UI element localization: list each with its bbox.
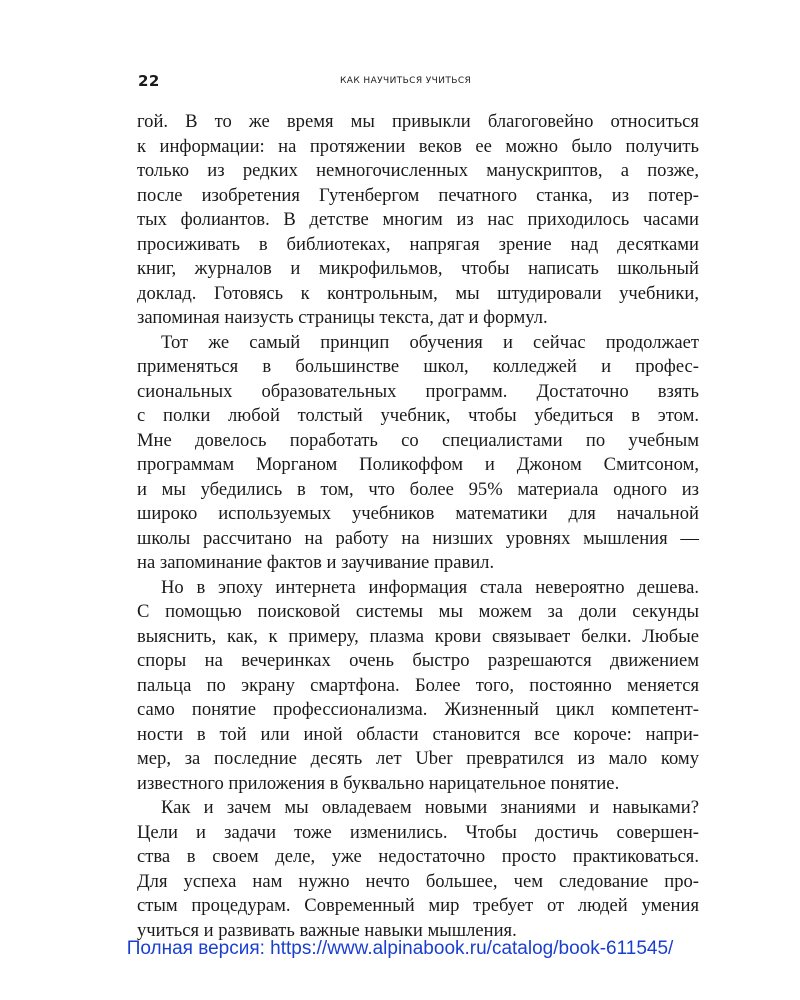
text-line: Мне довелось поработать со специалистами по учебным: [137, 429, 699, 451]
text-line: сиональных образовательных программ. Достаточно взять: [137, 380, 699, 402]
text-line: Цели и задачи тоже изменились. Чтобы достичь совершен-: [137, 821, 699, 843]
paragraph-4: [137, 796, 699, 943]
text-line: после изобретения Гутенбергом печатного станка, из потер-: [137, 184, 699, 206]
text-line: споры на вечеринках очень быстро разрешаются движением: [137, 650, 699, 671]
text-line: программам Морганом Поликоффом и Джоном Смитсоном,: [137, 454, 699, 475]
paragraph-1: [137, 110, 699, 331]
paragraph-2: [137, 331, 699, 576]
text-line: Тот же самый принцип обучения и сейчас продолжает: [161, 331, 699, 353]
page-number: 22: [138, 72, 160, 90]
text-line: и мы убедились в том, что более 95% материала одного из: [137, 478, 699, 500]
text-line: на запоминание фактов и заучивание правил.: [137, 552, 495, 573]
text-line: широко используемых учебников математики для начальной: [137, 503, 699, 524]
text-line: только из редких немногочисленных манускриптов, а позже,: [137, 160, 699, 181]
text-line: запоминая наизусть страницы текста, дат и формул.: [137, 307, 548, 328]
text-line: Как и зачем мы овладеваем новыми знаниями и навыками?: [161, 797, 699, 818]
text-line: гой. В то же время мы привыкли благоговейно относиться: [137, 111, 699, 132]
text-line: пальца по экрану смартфона. Более того, постоянно меняется: [137, 674, 699, 696]
text-line: С помощью поисковой системы мы можем за доли секунды: [137, 601, 699, 622]
body-text: [137, 110, 699, 943]
text-line: ности в той или иной области становится все короче: напри-: [137, 723, 699, 745]
text-line: известного приложения в буквально нарицательное понятие.: [137, 772, 620, 794]
full-version-link[interactable]: Полная версия: https://www.alpinabook.ru/catalog/book-611545/: [126, 938, 674, 959]
text-line: доклад. Готовясь к контрольным, мы штудировали учебники,: [137, 282, 699, 304]
text-line: мер, за последние десять лет Uber превратился из мало кому: [137, 748, 699, 769]
text-line: Но в эпоху интернета информация стала невероятно дешева.: [161, 576, 699, 598]
text-line: учиться и развивать важные навыки мышления.: [137, 919, 517, 941]
running-header-title: КАК НАУЧИТЬСЯ УЧИТЬСЯ: [340, 76, 472, 86]
text-line: само понятие профессионализма. Жизненный цикл компетент-: [137, 699, 699, 720]
text-line: стым процедурам. Современный мир требует от людей умения: [137, 895, 699, 916]
text-line: к информации: на протяжении веков ее можно было получить: [137, 135, 699, 157]
text-line: школы рассчитано на работу на низших уровнях мышления —: [137, 527, 699, 549]
text-line: применяться в большинстве школ, колледжей и профес-: [137, 356, 699, 377]
text-line: ства в своем деле, уже недостаточно просто практиковаться.: [137, 846, 699, 867]
text-line: книг, журналов и микрофильмов, чтобы написать школьный: [137, 258, 699, 279]
paragraph-3: [137, 576, 699, 797]
text-line: тых фолиантов. В детстве многим из нас приходилось часами: [137, 209, 699, 230]
text-line: просиживать в библиотеках, напрягая зрение над десятками: [137, 233, 699, 255]
text-line: Для успеха нам нужно нечто большее, чем следование про-: [137, 870, 699, 892]
text-line: выяснить, как, к примеру, плазма крови связывает белки. Любые: [137, 625, 699, 647]
text-line: с полки любой толстый учебник, чтобы убедиться в этом.: [137, 405, 699, 426]
